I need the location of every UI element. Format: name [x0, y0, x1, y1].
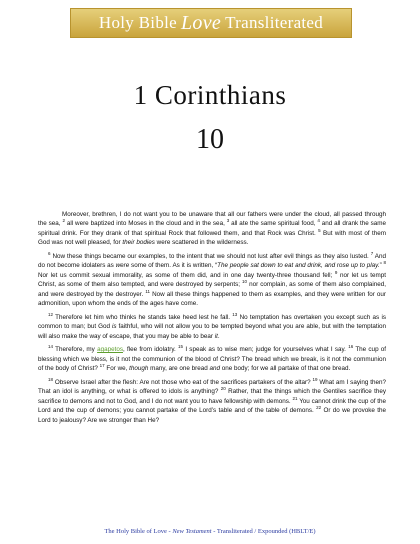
verse-18: Observe Israel after the flesh: Are not those who eat of the sacrifices partakers of the altar?: [54, 379, 311, 387]
verse-13-cont: faithful, who will not allow you to be tempted beyond what you are able, but with the temptation will also make the way of escape, that you may be able to bear: [38, 323, 387, 340]
footer-text-end: - Transliterated / Expounded (HBLT/E): [211, 528, 316, 535]
verse-number: 12: [48, 311, 54, 317]
verse-19: What am I saying then? That an idol is anything, or what is offered to idols is anything?: [38, 379, 386, 396]
verse-17-italic-and: and: [209, 365, 221, 373]
verse-7-close: ”: [379, 262, 382, 270]
verse-14-end: , flee from idolatry.: [123, 346, 176, 354]
verse-number: 22: [316, 405, 322, 411]
verse-13: No temptation has overtaken you except such as is common to man; but God: [38, 313, 386, 331]
agapetos-link[interactable]: agapetos: [97, 346, 123, 354]
site-banner: [70, 8, 352, 38]
verse-12: Therefore let him who thinks he stands take heed lest he fall.: [55, 313, 231, 321]
footer-testament: New Testament: [172, 528, 212, 535]
banner-love-text: Love: [181, 11, 222, 34]
verse-13-italic: is: [111, 323, 117, 331]
chapter-text: [38, 210, 386, 429]
verse-4: and all drank the same spiritual drink. For they drank of that spiritual Rock that followed them, and that Rock was Christ.: [38, 220, 387, 237]
verse-14: Therefore, my: [55, 346, 95, 354]
verse-17-end: one body; for we all partake of that one bread.: [221, 365, 351, 373]
verse-17: For we,: [106, 365, 128, 373]
paragraph-2: [38, 252, 386, 308]
verse-5-italic: their bodies: [122, 239, 155, 247]
verse-number: 3: [226, 218, 230, 224]
verse-10: nor complain, as some of them also complained, and were destroyed by the destroyer.: [38, 281, 387, 298]
verse-11: Now all these things happened to them as examples, and they were written for our admonition, upon whom the ends of the ages have come.: [38, 290, 387, 308]
verse-20: Rather, that the things which the Gentiles sacrifice they sacrifice to demons and not to God, and I do not want you to have fellowship with demons.: [38, 388, 387, 405]
verse-number: 9: [334, 269, 338, 275]
verse-13-period: .: [217, 332, 220, 340]
banner-right-text: Transliterated: [225, 13, 324, 32]
banner-left-text: Holy Bible: [98, 13, 177, 32]
verse-number: 14: [48, 344, 54, 350]
verse-17-italic: though: [129, 365, 149, 373]
book-title: 1 Corinthians: [133, 80, 287, 110]
verse-number: 17: [99, 363, 105, 369]
page-footer: [0, 528, 420, 535]
verse-5-end: were scattered in the wilderness.: [156, 239, 249, 247]
paragraph-3: [38, 313, 386, 341]
verse-number: 8: [383, 260, 387, 266]
verse-number: 13: [232, 311, 238, 317]
footer-text: The Holy Bible of Love -: [104, 528, 173, 535]
verse-number: 18: [48, 376, 54, 382]
verse-number: 11: [145, 288, 151, 294]
verse-number: 7: [370, 250, 374, 256]
verse-21: You cannot drink the cup of the Lord and the cup of demons; you cannot partake of the Lord’s table and of the table of demons.: [38, 397, 387, 415]
verse-7-quote: The people sat down to eat and drink, and rose up to play.: [217, 262, 380, 270]
verse-number: 21: [292, 395, 298, 401]
verse-number: 16: [348, 344, 354, 350]
verse-number: 10: [242, 279, 248, 285]
paragraph-1: [38, 210, 386, 248]
verse-7: And do not become idolaters as: [38, 253, 387, 270]
verse-8: Nor let us commit sexual immorality, as some of them did, and in one day twenty-three thousand fell;: [38, 271, 333, 279]
paragraph-4: [38, 345, 386, 373]
verse-15: I speak as to wise men; judge for yourselves what I say.: [185, 346, 346, 354]
verse-1: Moreover, brethren, I do not want you to be unaware that all our fathers were under the cloud, all passed through the sea,: [38, 211, 386, 228]
verse-number: 4: [317, 218, 320, 224]
verse-9: nor let us tempt Christ, as some of them also tempted, and were destroyed by serpents;: [38, 271, 387, 289]
verse-number: 6: [48, 250, 51, 256]
verse-16: The cup of blessing which we bless, is it not the communion of the blood of Christ? The bread which we break, is it not the communion of the body of Christ?: [38, 346, 387, 373]
verse-17-cont: many, are one bread: [150, 365, 208, 373]
verse-number: 20: [220, 386, 226, 392]
paragraph-5: [38, 378, 386, 425]
chapter-number: 10: [196, 124, 224, 155]
verse-2: all were baptized into Moses in the cloud and in the sea,: [66, 220, 225, 228]
verse-22: Or do we provoke the Lord to jealousy? Are we stronger than He?: [38, 407, 387, 424]
verse-5: But with most of them God was not well pleased, for: [38, 229, 387, 247]
verse-number: 19: [312, 376, 318, 382]
verse-3: all ate the same spiritual food,: [231, 220, 316, 228]
verse-7-italic: were: [115, 262, 130, 270]
verse-number: 15: [178, 344, 184, 350]
verse-7-cont: some of them. As it is written, “: [131, 262, 218, 270]
verse-6: Now these things became our examples, to the intent that we should not lust after evil things as they also lusted.: [52, 253, 369, 261]
verse-number: 5: [318, 227, 321, 233]
verse-13-italic-end: it: [214, 332, 218, 340]
verse-number: 2: [62, 218, 65, 224]
